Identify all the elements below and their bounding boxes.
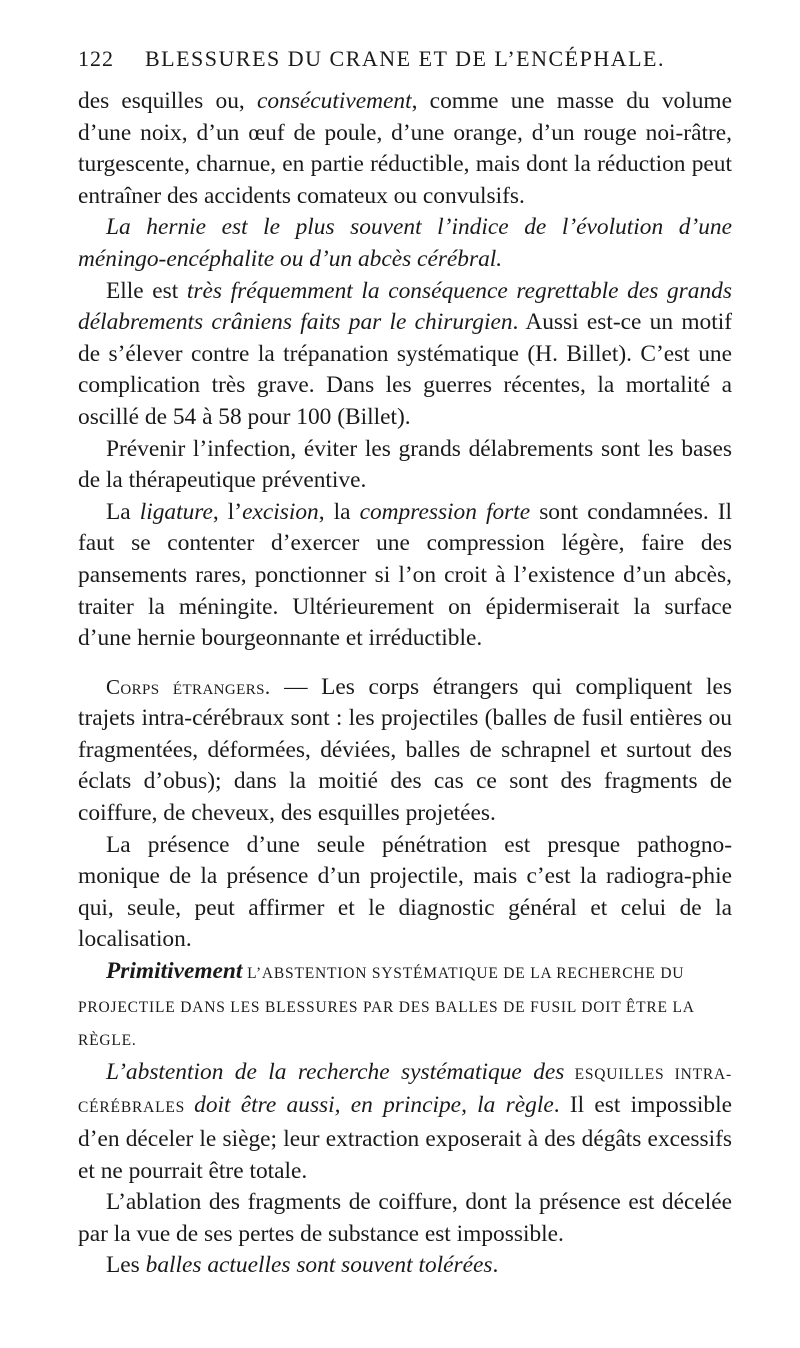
text-run: , la — [318, 498, 360, 525]
paragraph-radiographie — [78, 830, 732, 956]
italic-run: excision — [242, 498, 319, 525]
paragraph-hernie-description — [78, 86, 732, 212]
small-caps-run: ESQUILLES INTRA-CÉRÉBRALES — [78, 1065, 733, 1117]
paragraph-abstention-esquilles — [78, 1057, 732, 1187]
paragraph-traitement — [78, 497, 732, 655]
italic-run: très fréquemment la conséquence regrettable des grands délabrements crâniens faits par le chirurgien — [78, 277, 732, 336]
text-run: Les — [106, 1252, 146, 1279]
italic-run: La hernie est le plus souvent l’indice de l’évolution d’une méningo-encéphalite ou d’un abcès cérébral. — [78, 214, 732, 272]
text-run: Prévenir l’infection, éviter les grands délabrements sont les bases de la thérapeutique préventive. — [78, 435, 732, 494]
italic-run: balles actuelles sont souvent tolérées — [145, 1252, 493, 1279]
page-body — [78, 86, 732, 1282]
text-run: . Aussi est-ce un motif de s’élever contre la trépanation systématique (H. Billet). C’est une complication très grave. Dans les guerres récentes, la mortalité a oscillé de 54 à 58 pour 100 (Billet). — [78, 309, 732, 430]
text-run: L’ablation des fragments de coiffure, dont la présence est décelée par la vue de ses pertes de substance est impossible. — [78, 1189, 732, 1247]
text-run: , comme une masse du volume d’une noix, d’un œuf de poule, d’une orange, d’un rouge noi-râtre, turgescente, charnue, en partie réductible, mais dont la réduction peut entraîner des accidents comateux ou convulsifs. — [78, 88, 732, 209]
text-run: . — [492, 1252, 499, 1279]
text-run: , l’ — [212, 498, 243, 525]
page-header — [78, 46, 732, 78]
page-number: 122 — [78, 46, 114, 71]
section-heading: Corps étrangers. — [106, 674, 271, 699]
paragraph-ablation — [78, 1187, 732, 1250]
text-run: sont condamnées. Il faut se contenter d’exercer une compression légère, faire des pansements rares, ponctionner si l’on croit à l’existence d’un abcès, traiter la méningite. Ultérieurement on épidermiserait la surface d’une hernie bourgeonnante et irréductible. — [78, 498, 733, 652]
paragraph-balles — [78, 1250, 732, 1282]
text-run: . Il est impossible d’en déceler le siège; leur extraction exposerait à des dégâts excessifs et ne pourrait être totale. — [78, 1092, 733, 1184]
italic-run: doit être aussi, en principe, la règle — [194, 1092, 554, 1119]
paragraph-prevention — [78, 434, 732, 497]
paragraph-corps-etrangers — [78, 672, 732, 830]
text-run: La présence d’une seule pénétration est presque pathogno-monique de la présence d’un projectile, mais c’est la radiogra-phie qui, seule, peut affirmer et le diagnostic général et celui de la localisation. — [78, 831, 732, 953]
italic-run: consécutivement — [257, 88, 412, 114]
italic-run: Primitivement — [106, 958, 243, 985]
italic-run: compression forte — [359, 498, 531, 525]
text-run: des esquilles ou, — [78, 88, 258, 114]
text-run: — Les corps étrangers qui compliquent les trajets intra-cérébraux sont : les projectiles (balles de fusil entières ou fragmentées, déformées, déviées, balles de schrapnel et surtout des éclats d’obus); dans la moitié des cas ce sont des fragments de coiffure, de cheveux, des esquilles projetées. — [78, 673, 732, 827]
italic-run: ligature — [139, 498, 213, 525]
italic-run: L’abstention de la recherche systématique des — [106, 1058, 565, 1085]
paragraph-abstention-projectile — [78, 956, 732, 1057]
small-caps-run: L’ABSTENTION SYSTÉMATIQUE DE LA RECHERCHE DU PROJECTILE DANS LES BLESSURES PAR DES BALLES DE FUSIL DOIT ÊTRE LA RÈGLE. — [78, 965, 694, 1050]
paragraph-hernie-consequence — [78, 276, 732, 434]
text-run: La — [106, 498, 140, 525]
running-title: BLESSURES DU CRANE ET DE L’ENCÉPHALE. — [145, 46, 665, 71]
text-run: Elle est — [106, 277, 187, 304]
paragraph-hernie-indice — [78, 212, 732, 275]
